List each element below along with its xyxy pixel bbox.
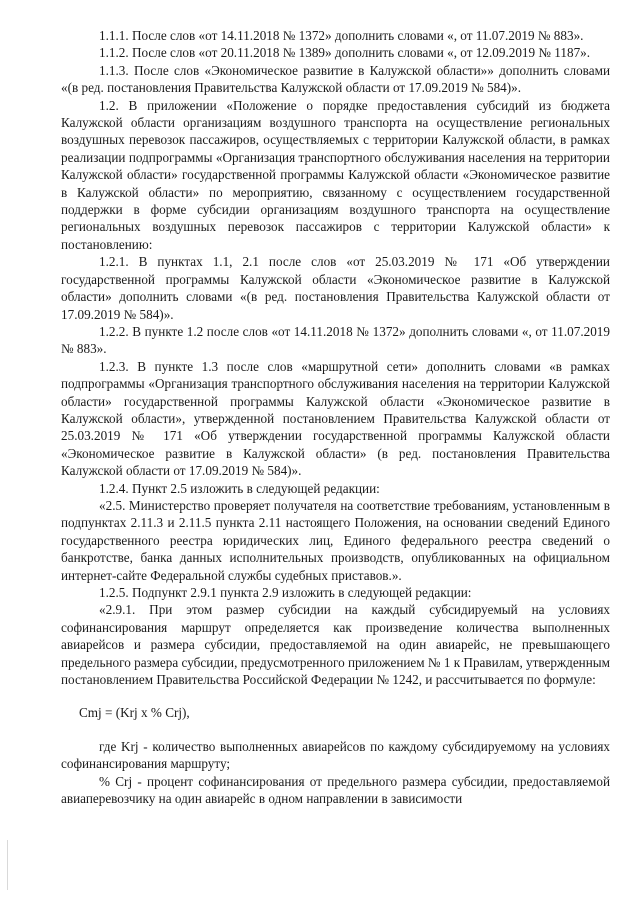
paragraph-1-1-3: 1.1.3. После слов «Экономическое развитие в Калужской области»» дополнить словами «(в ред. постановления Правительства Калужской области от 17.09.2019 № 584)». bbox=[61, 62, 610, 96]
scan-edge-mark bbox=[7, 840, 8, 890]
paragraph-1-1-2: 1.1.2. После слов «от 20.11.2018 № 1389» дополнить словами «, от 12.09.2019 № 1187». bbox=[99, 45, 591, 61]
paragraph-crj-definition: % Crj - процент софинансирования от предельного размера субсидии, предоставляемой авиаперевозчику на один авиарейс в одном направлении в зависимости bbox=[61, 773, 610, 807]
paragraph-1-2-2: 1.2.2. В пункте 1.2 после слов «от 14.11.2018 № 1372» дополнить словами «, от 11.07.2019 № 883». bbox=[61, 323, 610, 357]
paragraph-2-9-1-quote: «2.9.1. При этом размер субсидии на каждый субсидируемый на условиях софинансирования маршрут определяется как произведение количества выполненных авиарейсов и размера субсидии, предоставляемой на один авиарейс, не превышающего предельного размера субсидии, предусмотренного приложением № 1 к Правилам, утвержденным постановлением Правительства Российской Федерации № 1242, и рассчитывается по формуле: bbox=[61, 602, 610, 688]
paragraph-1-1-1: 1.1.1. После слов «от 14.11.2018 № 1372» дополнить словами «, от 11.07.2019 № 883». bbox=[99, 28, 584, 43]
formula: Cmj = (Krj x % Crj), bbox=[79, 705, 190, 721]
paragraph-1-2-5: 1.2.5. Подпункт 2.9.1 пункта 2.9 изложить в следующей редакции: bbox=[99, 585, 472, 600]
paragraph-1-2-1: 1.2.1. В пунктах 1.1, 2.1 после слов «от 25.03.2019 № 171 «Об утверждении государственной программы Калужской области «Экономическое развитие в Калужской области» дополнить словами «(в ред. постановления Правительства Калужской области от 17.09.2019 № 584)». bbox=[61, 254, 610, 322]
paragraph-krj-definition: где Krj - количество выполненных авиарейсов по каждому субсидируемому на условиях софинансирования маршруту; bbox=[61, 738, 610, 772]
paragraph-1-2: 1.2. В приложении «Положение о порядке предоставления субсидий из бюджета Калужской области организациям воздушного транспорта на осуществление региональных воздушных перевозок пассажиров, осуществляемых с территории Калужской области, в рамках реализации подпрограммы «Организация транспортного обслуживания населения на территории Калужской области» государственной программы Калужской области «Экономическое развитие в Калужской области» по мероприятию, связанному с осуществлением государственной поддержки в форме субсидии организациям воздушного транспорта на осуществление региональных воздушных перевозок пассажиров с территории Калужской области» к постановлению: bbox=[61, 97, 610, 252]
paragraph-1-2-4: 1.2.4. Пункт 2.5 изложить в следующей редакции: bbox=[99, 480, 380, 496]
paragraph-2-5-quote: «2.5. Министерство проверяет получателя на соответствие требованиям, установленным в подпунктах 2.11.3 и 2.11.5 пункта 2.11 настоящего Положения, на основании сведений Единого государственного реестра юридических лиц, Единого федерального реестра сведений о банкротстве, банка данных исполнительных производств, опубликованных на официальном интернет-сайте Федеральной службы судебных приставов.». bbox=[61, 497, 610, 583]
document-page bbox=[61, 27, 610, 807]
paragraph-1-2-3: 1.2.3. В пункте 1.3 после слов «маршрутной сети» дополнить словами «в рамках подпрограммы «Организация транспортного обслуживания населения на территории Калужской области» государственной программы Калужской области «Экономическое развитие в Калужской области», утвержденной постановлением Правительства Калужской области от 25.03.2019 № 171 «Об утверждении государственной программы Калужской области «Экономическое развитие в Калужской области» (в ред. постановления Правительства Калужской области от 17.09.2019 № 584)». bbox=[61, 358, 610, 479]
